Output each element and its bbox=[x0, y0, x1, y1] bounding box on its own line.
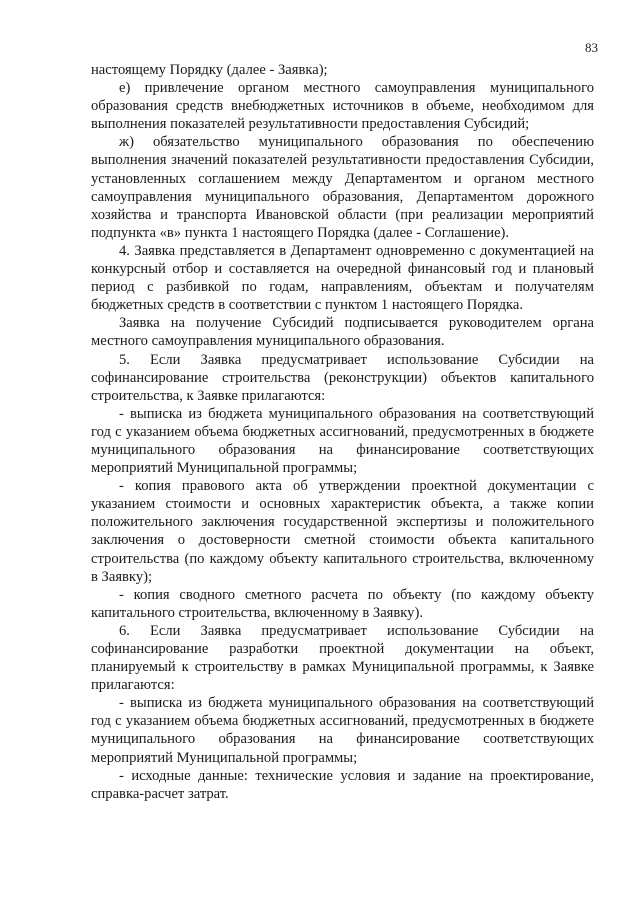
paragraph: 5. Если Заявка предусматривает использование Субсидии на софинансирование строительства (реконструкции) объектов капитального строительства, к Заявке прилагаются: bbox=[91, 351, 594, 404]
document-body bbox=[91, 61, 594, 803]
paragraph: настоящему Порядку (далее - Заявка); bbox=[91, 62, 328, 78]
list-item: - копия сводного сметного расчета по объекту (по каждому объекту капитального строительства, включенному в Заявку). bbox=[91, 586, 594, 621]
paragraph: Заявка на получение Субсидий подписывается руководителем органа местного самоуправления муниципального образования. bbox=[91, 315, 594, 350]
page-number: 83 bbox=[585, 40, 598, 55]
paragraph: ж) обязательство муниципального образования по обеспечению выполнения значений показателей результативности предоставления Субсидии, установленных соглашением между Департаментом и органом местного самоуправления муниципального образования, Департаментом дорожного хозяйства и транспорта Ивановской области (при реализации мероприятий подпункта «в» пункта 1 настоящего Порядка (далее - Соглашение). bbox=[91, 134, 594, 241]
paragraph: 4. Заявка представляется в Департамент одновременно с документацией на конкурсный отбор и составляется на очередной финансовый год и плановый период с разбивкой по годам, направлениям, объектам и получателям бюджетных средств в соответствии с пунктом 1 настоящего Порядка. bbox=[91, 242, 594, 314]
list-item: - выписка из бюджета муниципального образования на соответствующий год с указанием объема бюджетных ассигнований, предусмотренных в бюджете муниципального образования на финансирование соответствующих мероприятий Муниципальной программы; bbox=[91, 695, 594, 766]
list-item: - копия правового акта об утверждении проектной документации с указанием стоимости и основных характеристик объекта, а также копии положительного заключения государственной экспертизы и положительного заключения о достоверности сметной стоимости объекта капитального строительства (по каждому объекту капитального строительства, включенному в Заявку); bbox=[91, 478, 594, 585]
paragraph: 6. Если Заявка предусматривает использование Субсидии на софинансирование разработки проектной документации на объект, планируемый к строительству в рамках Муниципальной программы, к Заявке прилагаются: bbox=[91, 622, 594, 694]
paragraph: е) привлечение органом местного самоуправления муниципального образования средств внебюджетных источников в объеме, необходимом для выполнения показателей результативности предоставления Субсидий; bbox=[91, 80, 594, 133]
list-item: - исходные данные: технические условия и задание на проектирование, справка-расчет затрат. bbox=[91, 767, 594, 802]
list-item: - выписка из бюджета муниципального образования на соответствующий год с указанием объема бюджетных ассигнований, предусмотренных в бюджете муниципального образования на финансирование соответствующих мероприятий Муниципальной программы; bbox=[91, 405, 594, 477]
